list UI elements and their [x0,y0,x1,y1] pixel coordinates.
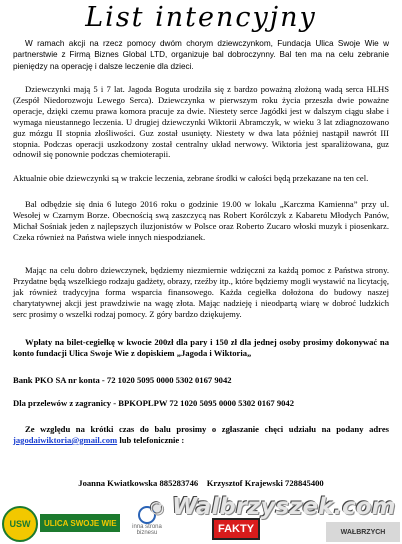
ulica-swoje-wie-logo: USW [2,506,38,542]
page-title: List intencyjny [85,2,317,33]
bank-account: Bank PKO SA nr konta - 72 1020 5095 0000 5302 0167 9042 [13,375,232,385]
walbrzyszek-badge-icon: ◉ [150,497,164,517]
contact-email-link[interactable]: jagodaiwiktoria@gmail.com [13,434,118,445]
contact-phone-1: 885283746 [159,478,199,488]
help-request-paragraph: Mając na celu dobro dziewczynek, będziemy niezmiernie wdzięczni za każdą pomoc z Państwa strony. Przydatne będą wszelkiego rodzaju gadżety, obrazy, rzeźby itp., które będziemy mogli wystawić na licytację, jak również tradycyjna forma wsparcia finansowego. Każda cegiełka dołożona do budowy naszej charytatywnej akcji jest prawdziwie na wagę złota. Mając nadzieję i nieodpartą wiarę w dobroć ludzkich serc prosimy o wszelki rodzaj pomocy. Z góry bardzo dziękujemy. [13,265,389,319]
sponsor-logos [0,492,402,544]
contact-phone-2: 728845400 [285,478,324,488]
ball-info-paragraph: Bal odbędzie się dnia 6 lutego 2016 roku o godzinie 19.00 w lokalu „Karczma Kamienna” przy ul. Wesołej w Czarnym Borze. Obecnością swą zaszczycą nas Robert Korólczyk z Kabaretu Młodych Panów, Michał Sośniak jeden z najlepszych iluzjonistów w Polsce oraz Roberto Zucaro włoski muzyk i piosenkarz. Czeka również na Państwa wiele innych niespodzianek. [13,199,389,242]
inna-strona-biznesu-logo: inna strona biznesu [122,506,172,542]
contact-person-1: Joanna Kwiatkowska [78,478,158,488]
ulica-swoje-wie-band: ULICA SWOJE WIE [40,514,120,532]
contact-person-2: Krzysztof Krajewski [206,478,283,488]
girls-story-paragraph: Dziewczynki mają 5 i 7 lat. Jagoda Boguta urodziła się z bardzo poważną złożoną wadą serca HLHS (Zespół Niedorozwoju Lewego Serca). Dziewczynka w pierwszym roku życia przeszła dwie poważne operacje, dzięki czemu prawa komora pracuje za dwie. Niestety serce Jagódki jest w dalszym ciągu słabe i wymaga nieustannego leczenia. U drugiej dziewczynki Wiktorii Abramczyk, w wieku 3 lat zdiagnozowano guz mózgu II stopnia złośliwości. Guz został usunięty. Niestety w dwa lata później nastąpił nawrót III stopnia. Podczas operacji uszkodzony został centralny układ nerwowy. Wiktoria jest sparaliżowana, guz odnowił się ponownie podczas chemioterapii. [13,84,389,160]
walbrzych-logo: WAŁBRZYCH [326,522,400,542]
intro-paragraph: W ramach akcji na rzecz pomocy dwóm chorym dziewczynkom, Fundacja Ulica Swoje Wie w partnerstwie z Firmą Biznes Global LTD, organizuje bal dobroczynny. Bal ten ma na celu zebranie pieniędzy na operację i dalsze leczenie dla dzieci. [13,39,389,71]
fakty-logo: FAKTY [212,518,260,540]
contact-list [0,478,402,488]
payment-paragraph: Wpłaty na bilet-cegiełkę w kwocie 200zł dla pary i 150 zł dla jednej osoby prosimy dokonywać na konto fundacji Ulica Swoje Wie z dopiskiem „Jagoda i Wiktoria„ [13,337,389,358]
foreign-transfer: Dla przelewów z zagranicy - BPKOPLPW 72 1020 5095 0000 5302 0167 9042 [13,398,295,408]
registration-paragraph: Ze względu na krótki czas do balu prosimy o zgłaszanie chęci udziału na podany adres jagodaiwiktoria@gmail.com lub telefonicznie : [13,424,389,445]
treatment-paragraph: Aktualnie obie dziewczynki są w trakcie leczenia, zebrane środki w całości będą przekazane na ten cel. [13,173,369,183]
watermark: ◉ Walbrzyszek.com [150,494,396,520]
